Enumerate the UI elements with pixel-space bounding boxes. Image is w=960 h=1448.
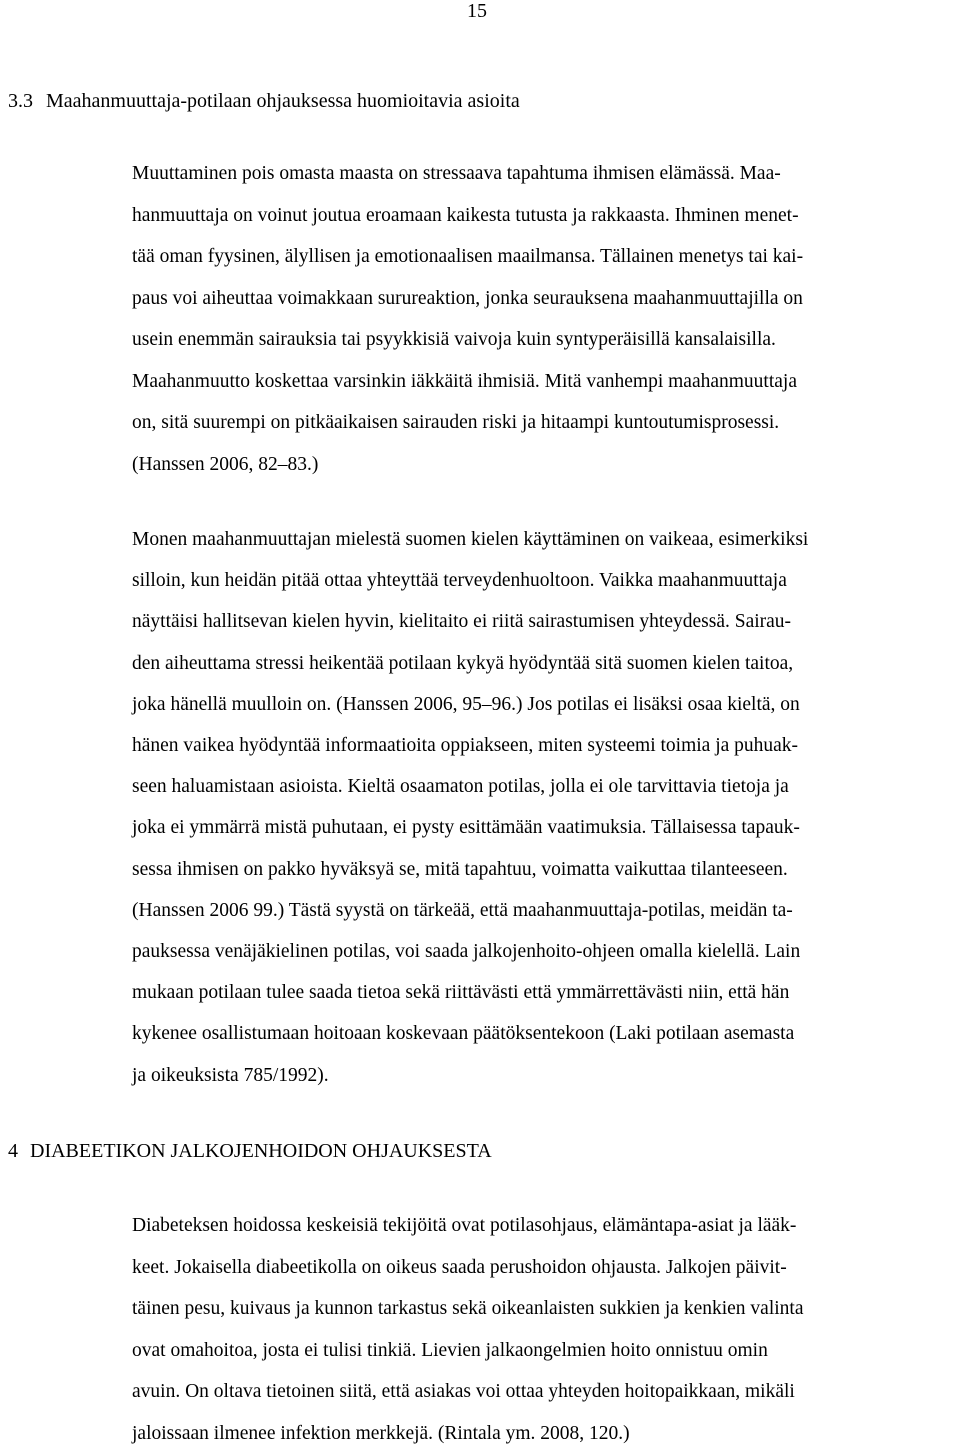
- section-title: DIABEETIKON JALKOJENHOIDON OHJAUKSESTA: [30, 1140, 492, 1162]
- text-line: usein enemmän sairauksia tai psyykkisiä vaivoja kuin syntyperäisillä kansalaisilla.: [132, 329, 776, 350]
- text-line: hanmuuttaja on voinut joutua eroamaan kaikesta tutusta ja rakkaasta. Ihminen menet-: [132, 204, 799, 226]
- text-line: ovat omahoitoa, josta ei tulisi tinkiä. Lievien jalkaongelmien hoito onnistuu omin: [132, 1339, 768, 1361]
- text-line: Monen maahanmuuttajan mielestä suomen kielen käyttäminen on vaikeaa, esimerkiksi: [132, 529, 809, 550]
- page-number: 15: [467, 0, 487, 22]
- text-line: Diabeteksen hoidossa keskeisiä tekijöitä ovat potilasohjaus, elämäntapa-asiat ja lääk-: [132, 1215, 797, 1236]
- text-line: silloin, kun heidän pitää ottaa yhteyttää terveydenhuoltoon. Vaikka maahanmuuttaja: [132, 570, 787, 592]
- text-line: mukaan potilaan tulee saada tietoa sekä riittävästi että ymmärrettävästi niin, että hän: [132, 982, 790, 1004]
- section-number: 4: [8, 1140, 18, 1162]
- text-line: joka ei ymmärrä mistä puhutaan, ei pysty esittämään vaatimuksia. Tällaisessa tapauk-: [132, 817, 800, 839]
- text-line: kykenee osallistumaan hoitoaan koskevaan päätöksentekoon (Laki potilaan asemasta: [132, 1023, 795, 1045]
- text-line: avuin. On oltava tietoinen siitä, että asiakas voi ottaa yhteyden hoitopaikkaan, mikäli: [132, 1381, 795, 1402]
- text-line: seen haluamistaan asioista. Kieltä osaamaton potilas, jolla ei ole tarvittavia tietoja ja: [132, 776, 789, 798]
- text-line: Maahanmuutto koskettaa varsinkin iäkkäitä ihmisiä. Mitä vanhempi maahanmuuttaja: [132, 370, 797, 392]
- text-line: sessa ihmisen on pakko hyväksyä se, mitä tapahtuu, voimatta vaikuttaa tilanteeseen.: [132, 858, 788, 880]
- text-line: (Hanssen 2006 99.) Tästä syystä on tärkeää, että maahanmuuttaja-potilas, meidän ta-: [132, 899, 793, 921]
- text-line: täinen pesu, kuivaus ja kunnon tarkastus sekä oikeanlaisten sukkien ja kenkien valinta: [132, 1298, 804, 1319]
- section-heading-3-3: [0, 88, 520, 114]
- text-line: on, sitä suurempi on pitkäaikaisen sairauden riski ja hitaampi kuntoutumisprosessi.: [132, 412, 780, 433]
- text-line: Muuttaminen pois omasta maasta on stressaava tapahtuma ihmisen elämässä. Maa-: [132, 163, 781, 184]
- text-line: jaloissaan ilmenee infektion merkkejä. (Rintala ym. 2008, 120.): [132, 1422, 630, 1444]
- text-line: (Hanssen 2006, 82–83.): [132, 453, 319, 475]
- text-line: joka hänellä muulloin on. (Hanssen 2006, 95–96.) Jos potilas ei lisäksi osaa kieltä, on: [132, 693, 800, 715]
- text-line: hänen vaikea hyödyntää informaatioita oppiakseen, miten systeemi toimia ja puhuak-: [132, 735, 799, 756]
- text-line: keet. Jokaisella diabeetikolla on oikeus saada perushoidon ohjausta. Jalkojen päivit-: [132, 1256, 787, 1278]
- section-title: Maahanmuuttaja-potilaan ohjauksessa huomioitavia asioita: [46, 90, 520, 112]
- section-number: 3.3: [8, 90, 33, 112]
- text-line: ja oikeuksista 785/1992).: [132, 1064, 329, 1086]
- text-line: tää oman fyysinen, älyllisen ja emotionaalisen maailmansa. Tällainen menetys tai kai-: [132, 246, 804, 267]
- section-heading-4: [0, 1138, 492, 1164]
- text-line: pauksessa venäjäkielinen potilas, voi saada jalkojenhoito-ohjeen omalla kielellä. Lain: [132, 941, 801, 962]
- text-line: den aiheuttama stressi heikentää potilaan kykyä hyödyntää sitä suomen kielen taitoa,: [132, 652, 794, 674]
- text-line: näyttäisi hallitsevan kielen hyvin, kielitaito ei riitä sairastumisen yhteydessä. Sairau-: [132, 611, 792, 633]
- text-line: paus voi aiheuttaa voimakkaan surureaktion, jonka seurauksena maahanmuuttajilla on: [132, 287, 803, 309]
